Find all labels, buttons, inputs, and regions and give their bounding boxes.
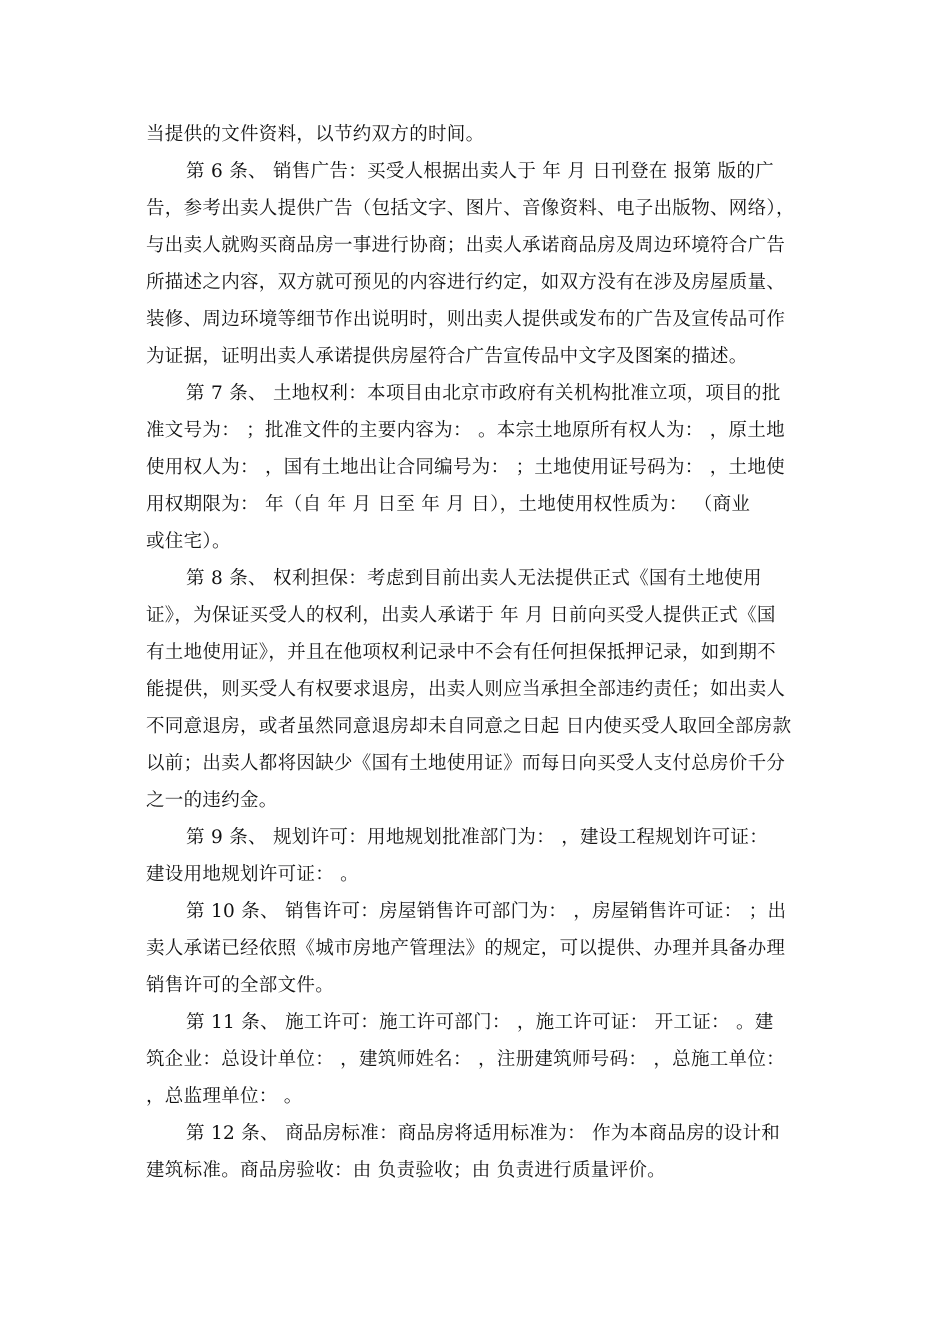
paragraph-line: 证》，为保证买受人的权利，出卖人承诺于 年 月 日前向买受人提供正式《国 [146,605,776,626]
paragraph-line: 不同意退房，或者虽然同意退房却未自同意之日起 日内使买受人取回全部房款 [146,716,792,737]
paragraph-line: 之一的违约金。 [146,790,278,811]
paragraph-line: 能提供，则买受人有权要求退房，出卖人则应当承担全部违约责任；如出卖人 [146,679,786,700]
article-9-heading-line: 第 9 条、 规划许可：用地规划批准部门为： ，建设工程规划许可证： [186,827,768,848]
paragraph-line: 建设用地规划许可证： 。 [146,864,359,885]
paragraph-line: 销售许可的全部文件。 [146,975,335,996]
paragraph-line: 有土地使用证》，并且在他项权利记录中不会有任何担保抵押记录，如到期不 [146,642,776,663]
paragraph-line: 筑企业：总设计单位： ，建筑师姓名： ，注册建筑师号码： ，总施工单位： [146,1049,785,1070]
paragraph-line: 当提供的文件资料，以节约双方的时间。 [146,124,485,145]
article-8-heading-line: 第 8 条、 权利担保：考虑到目前出卖人无法提供正式《国有土地使用 [186,568,762,589]
paragraph-line: 卖人承诺已经依照《城市房地产管理法》的规定，可以提供、办理并具备办理 [146,938,786,959]
paragraph-line: ，总监理单位： 。 [146,1086,303,1107]
article-6-heading-line: 第 6 条、 销售广告：买受人根据出卖人于 年 月 日刊登在 报第 版的广 [186,161,774,182]
paragraph-line: 或住宅）。 [146,531,231,552]
article-12-heading-line: 第 12 条、 商品房标准：商品房将适用标准为： 作为本商品房的设计和 [186,1123,781,1144]
paragraph-line: 为证据，证明出卖人承诺提供房屋符合广告宣传品中文字及图案的描述。 [146,346,748,367]
paragraph-line: 用权期限为： 年（自 年 月 日至 年 月 日），土地使用权性质为： （商业 [146,494,751,515]
paragraph-line: 与出卖人就购买商品房一事进行协商；出卖人承诺商品房及周边环境符合广告 [146,235,786,256]
paragraph-line: 装修、周边环境等细节作出说明时，则出卖人提供或发布的广告及宣传品可作 [146,309,786,330]
article-7-heading-line: 第 7 条、 土地权利：本项目由北京市政府有关机构批准立项，项目的批 [186,383,781,404]
document-body [146,116,806,1189]
paragraph-line: 告，参考出卖人提供广告（包括文字、图片、音像资料、电子出版物、网络）， [146,198,795,219]
paragraph-line: 以前；出卖人都将因缺少《国有土地使用证》而每日向买受人支付总房价千分 [146,753,786,774]
paragraph-line: 使用权人为： ，国有土地出让合同编号为： ；土地使用证号码为： ，土地使 [146,457,785,478]
paragraph-line: 准文号为： ；批准文件的主要内容为： 。本宗土地原所有权人为： ，原土地 [146,420,785,441]
paragraph-line: 建筑标准。商品房验收：由 负责验收；由 负责进行质量评价。 [146,1160,666,1181]
article-11-heading-line: 第 11 条、 施工许可：施工许可部门： ，施工许可证： 开工证： 。建 [186,1012,774,1033]
article-10-heading-line: 第 10 条、 销售许可：房屋销售许可部门为： ，房屋销售许可证： ；出 [186,901,787,922]
paragraph-line: 所描述之内容，双方就可预见的内容进行约定，如双方没有在涉及房屋质量、 [146,272,786,293]
